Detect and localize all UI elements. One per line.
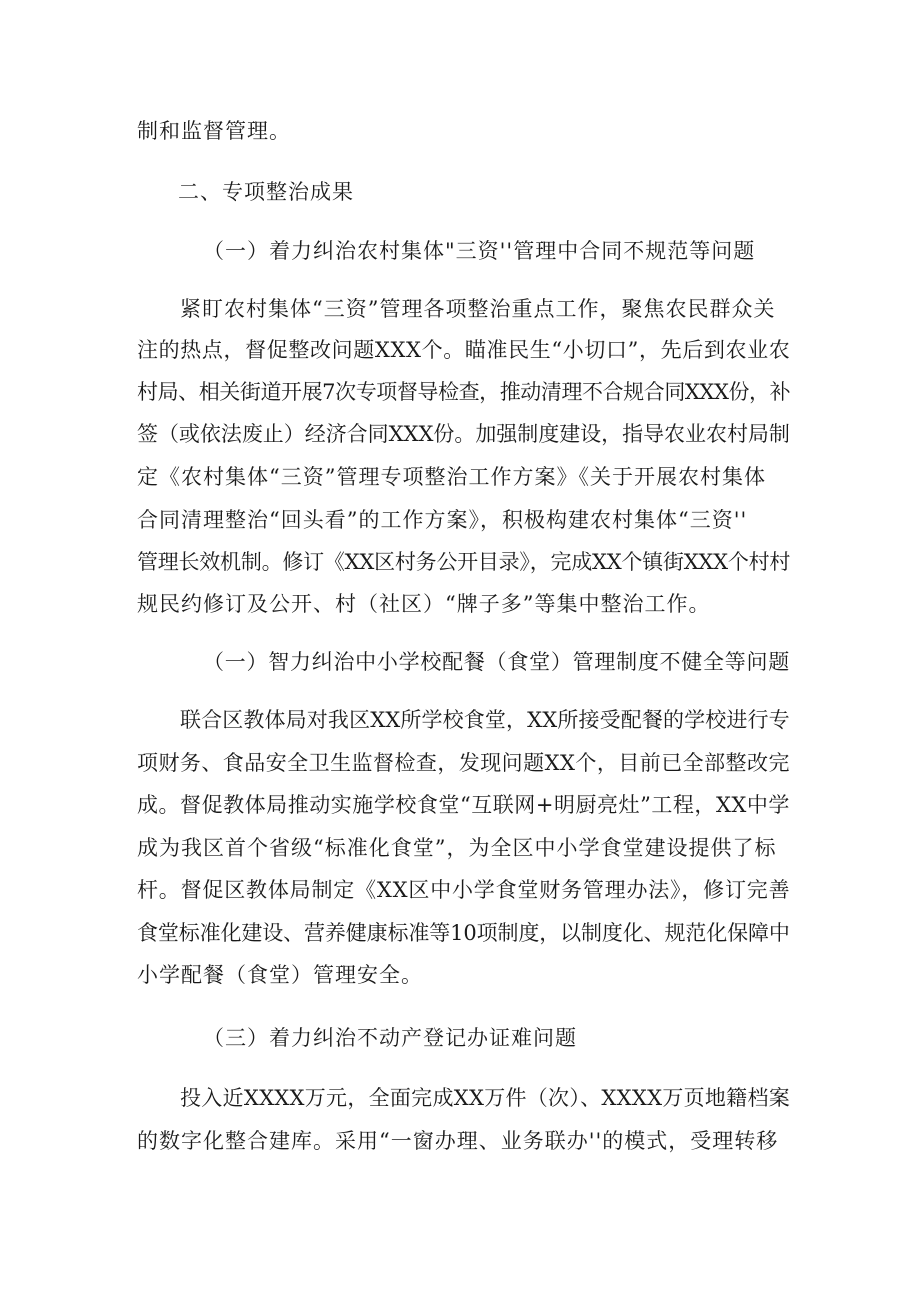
subsection-heading: （三）着力纠治不动产登记办证难问题 [203, 1026, 577, 1050]
text-line: 联合区教体局对我区XX所学校食堂，XX所接受配餐的学校进行专 [180, 708, 790, 732]
text-line: 紧盯农村集体“三资”管理各项整治重点工作，聚焦农民群众关 [180, 297, 776, 321]
section-heading: 二、专项整治成果 [178, 180, 354, 204]
text-line: 的数字化整合建库。采用“一窗办理、业务联办''的模式，受理转移 [137, 1129, 779, 1153]
subsection-heading: （一）智力纠治中小学校配餐（食堂）管理制度不健全等问题 [203, 650, 790, 674]
text-line: 签（或依法废止）经济合同XXX份。加强制度建设，指导农业农村局制 [137, 422, 790, 446]
subsection-heading: （一）着力纠治农村集体"三资''管理中合同不规范等问题 [203, 239, 756, 263]
text-line: 小学配餐（食堂）管理安全。 [137, 963, 423, 987]
text-line: 注的热点，督促整改问题XXX个。瞄准民生“小切口”，先后到农业农 [137, 338, 791, 362]
text-line: 制和监督管理。 [137, 119, 291, 143]
text-line: 成为我区首个省级“标准化食堂”，为全区中小学食堂建设提供了标 [137, 836, 777, 860]
text-line: 成。督促教体局推动实施学校食堂“互联网+明厨亮灶”工程，XX中学 [137, 793, 790, 817]
text-line: 管理长效机制。修订《XX区村务公开目录》，完成XX个镇街XXX个村村 [137, 550, 791, 574]
text-line: 杆。督促区教体局制定《XX区中小学食堂财务管理办法》，修订完善 [137, 878, 791, 902]
text-line: 村局、相关街道开展7次专项督导检查，推动清理不合规合同XXX份，补 [137, 380, 791, 404]
text-line: 规民约修订及公开、村（社区）“牌子多”等集中整治工作。 [137, 592, 711, 616]
text-line: 投入近XXXX万元，全面完成XX万件（次）、XXXX万页地籍档案 [180, 1086, 790, 1110]
text-line: 项财务、食品安全卫生监督检查，发现问题XX个，目前已全部整改完 [137, 751, 790, 775]
text-line: 食堂标准化建设、营养健康标准等10项制度，以制度化、规范化保障中 [137, 921, 790, 945]
text-line: 合同清理整治“回头看”的工作方案》，积极构建农村集体“三资'' [137, 508, 748, 532]
text-line: 定《农村集体“三资”管理专项整治工作方案》《关于开展农村集体 [137, 465, 766, 489]
